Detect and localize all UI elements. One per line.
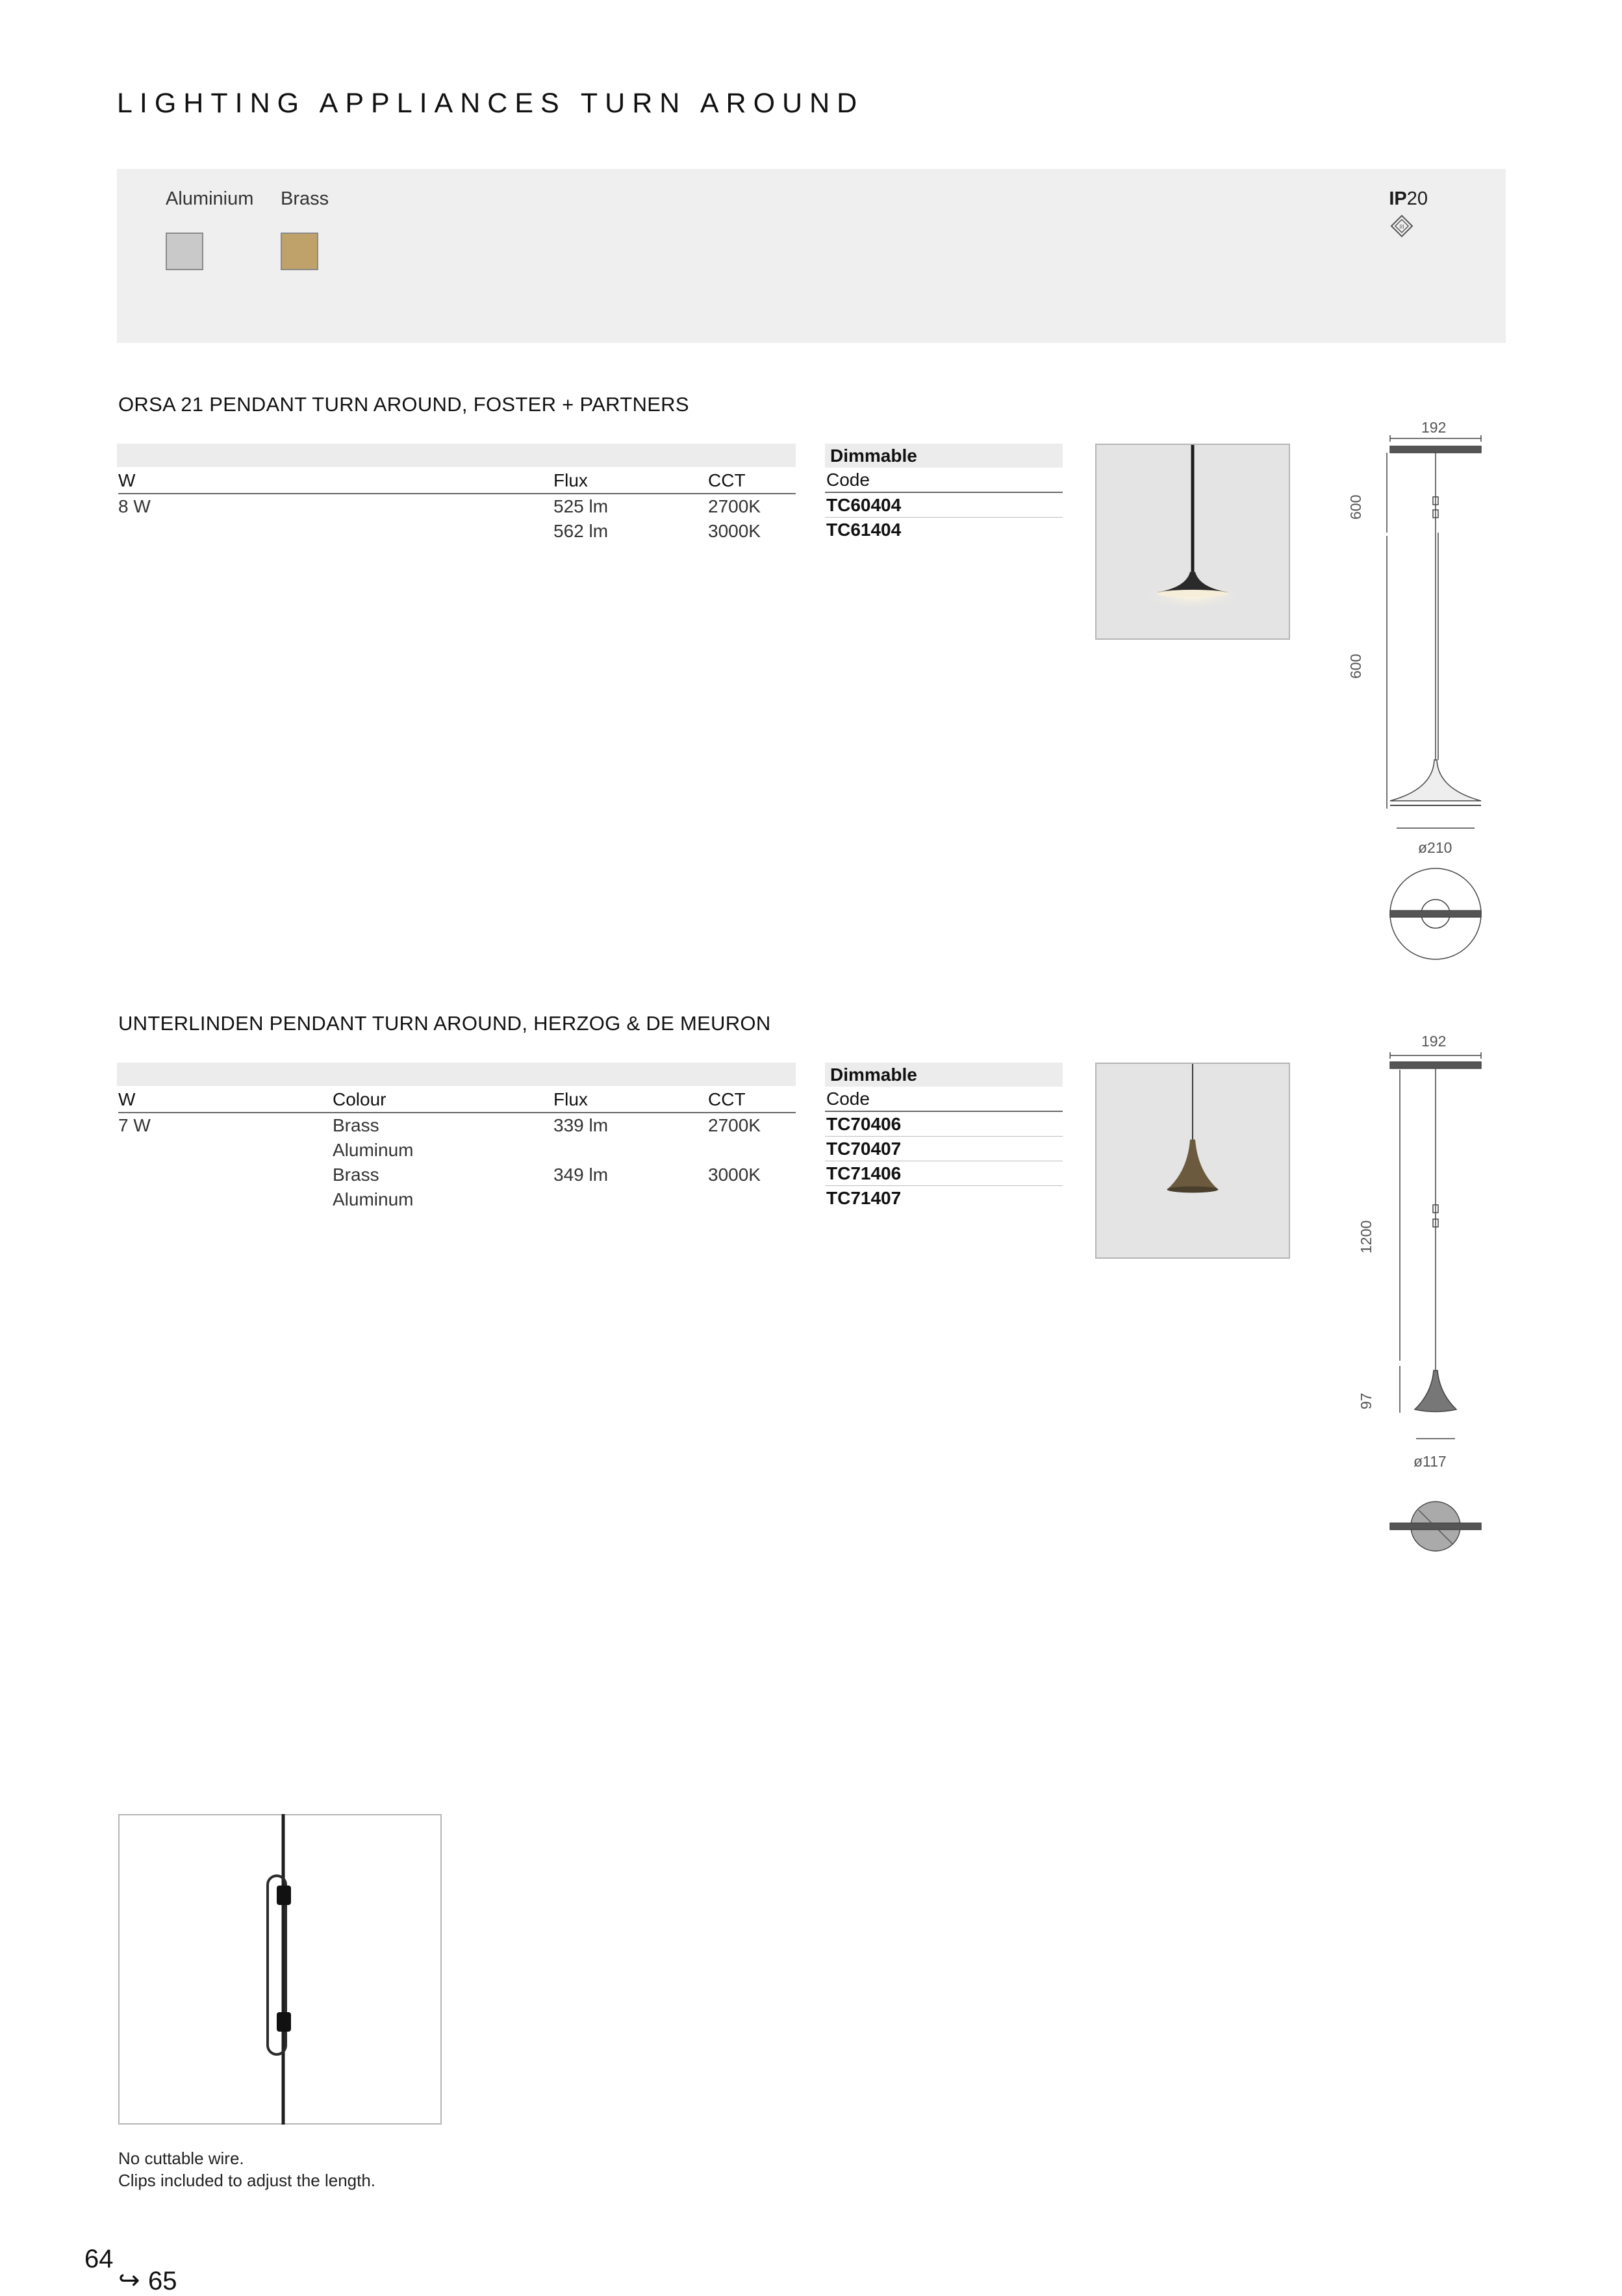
product-code: TC71407 [826,1187,902,1208]
note-line: Clips included to adjust the length. [118,2171,376,2190]
product-code: TC61404 [826,519,902,540]
page-number-right: 65 [148,2267,177,2295]
spec-table-unterlinden [118,1087,796,1212]
brass-swatch [281,233,318,270]
dim-width: 192 [1421,419,1447,436]
product-code: TC71406 [825,1161,1063,1186]
product-title-unterlinden: UNTERLINDEN PENDANT TURN AROUND, HERZOG & DE MEURON [118,1012,771,1035]
table-header-bar [117,1063,796,1086]
dim-bottom: 600 [1347,653,1364,679]
dim-diameter: ø210 [1418,839,1452,856]
finish-label-brass: Brass [281,188,329,209]
note [118,2147,375,2191]
svg-text:III: III [1399,223,1404,230]
finish-label-aluminium: Aluminium [166,188,254,209]
code-header: Code [825,1087,1063,1111]
table-row: 7 W Brass 339 lm 2700K [118,1115,761,1135]
class-III-icon [1390,214,1413,238]
aluminium-swatch [166,233,203,270]
page-arrow-icon: ↪ [118,2266,140,2295]
dim-height: 97 [1358,1393,1375,1409]
dimmable-header: Dimmable [825,444,1063,468]
header-cct: CCT [708,468,796,494]
header-w: W [118,468,553,494]
table-row: Aluminum [333,1189,414,1209]
header-flux: Flux [553,468,708,494]
product-title-orsa: ORSA 21 PENDANT TURN AROUND, FOSTER + PARTNERS [118,393,689,416]
spec-table-orsa [118,468,796,544]
dim-diameter: ø117 [1413,1453,1447,1470]
note-line: No cuttable wire. [118,2149,244,2168]
product-code: TC70406 [825,1111,1063,1137]
table-header-row [118,1087,796,1113]
table-row: 8 W 525 lm 2700K [118,496,761,516]
dim-cable: 1200 [1358,1220,1375,1254]
dim-width: 192 [1421,1033,1447,1050]
code-table-unterlinden [825,1063,1063,1210]
table-row: 562 lm 3000K [553,521,761,541]
header-cct: CCT [708,1087,796,1113]
table-header-row [118,468,796,494]
dim-top: 600 [1347,494,1364,520]
page-number-left: 64 [84,2245,114,2273]
clip-detail-photo [118,1814,442,2125]
unterlinden-technical-drawing [1351,1049,1494,1569]
page-title: LIGHTING APPLIANCES TURN AROUND [117,88,865,119]
table-header-bar [117,444,796,467]
table-row: Aluminum [333,1140,414,1160]
finish-panel [117,169,1506,343]
header-flux: Flux [553,1087,708,1113]
table-row: Brass 349 lm 3000K [333,1165,761,1185]
ip-rating: IP20 [1389,188,1428,209]
header-w: W [118,1087,333,1113]
product-code: TC70407 [825,1137,1063,1161]
code-table-orsa [825,444,1063,542]
code-header: Code [825,468,1063,492]
dimmable-header: Dimmable [825,1063,1063,1087]
orsa-product-photo [1095,444,1290,640]
orsa-technical-drawing [1351,432,1494,968]
product-code: TC60404 [825,492,1063,518]
unterlinden-product-photo [1095,1063,1290,1259]
header-colour: Colour [333,1087,553,1113]
